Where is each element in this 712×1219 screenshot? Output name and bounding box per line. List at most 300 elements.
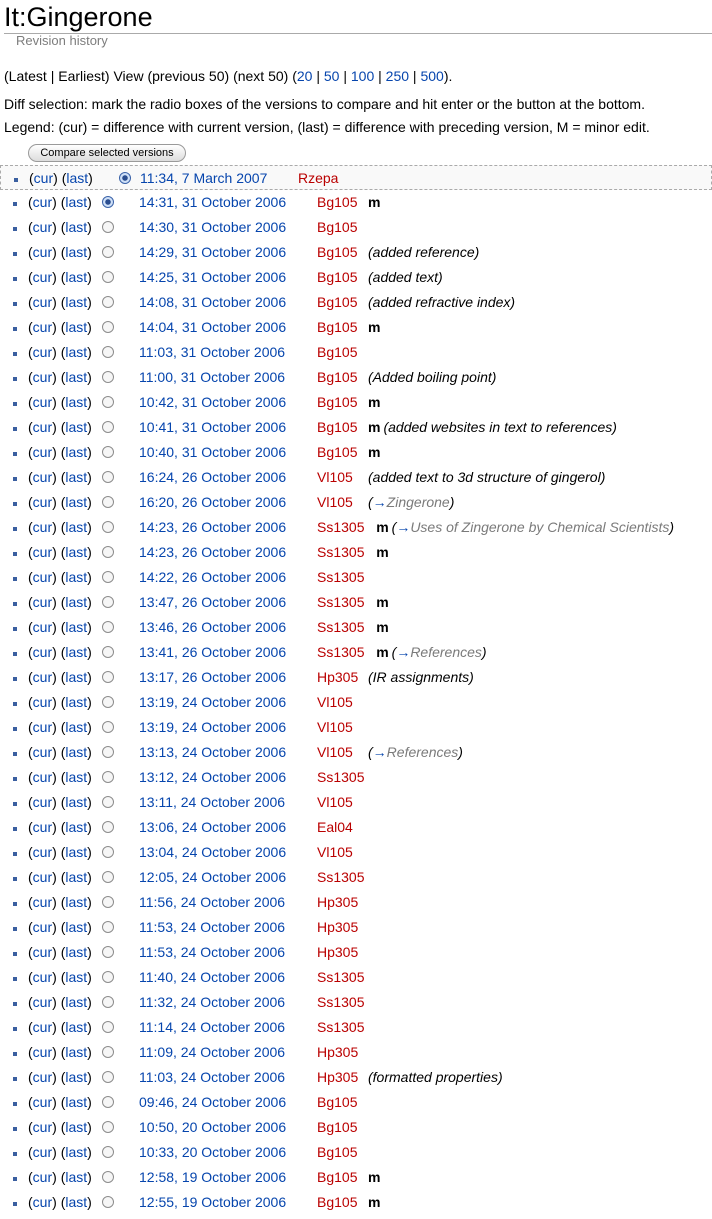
cur-link[interactable]: cur (32, 1094, 53, 1110)
revision-extra (376, 644, 486, 661)
minor-edit-marker: m (376, 519, 389, 535)
cur-link[interactable]: cur (32, 294, 53, 310)
section-arrow-icon[interactable]: → (396, 644, 411, 660)
last-link[interactable]: last (65, 1094, 88, 1110)
paren-close: ) (87, 694, 92, 710)
user-link[interactable]: Bg105 (317, 244, 358, 260)
cur-link[interactable]: cur (32, 419, 53, 435)
revision-date-link[interactable]: 14:08, 31 October 2006 (139, 294, 287, 310)
user-link[interactable]: Vl105 (317, 744, 353, 760)
version-radio[interactable] (102, 771, 114, 783)
revision-extra (368, 744, 463, 761)
version-radio[interactable] (102, 796, 114, 808)
section-arrow-icon[interactable]: → (372, 494, 387, 510)
user-link[interactable]: Bg105 (317, 269, 358, 285)
revision-date-link[interactable]: 10:40, 31 October 2006 (139, 444, 287, 460)
cur-link[interactable]: cur (32, 194, 53, 210)
user-link[interactable]: Vl105 (317, 719, 353, 735)
version-radio[interactable] (102, 296, 114, 308)
user-link[interactable]: Ss1305 (317, 1019, 365, 1035)
revision-extra (368, 194, 383, 211)
paren-close: ) (52, 944, 57, 960)
revision-date-link[interactable]: 11:34, 7 March 2007 (140, 170, 268, 186)
section-link[interactable]: Zingerone (386, 494, 450, 510)
last-link[interactable]: last (65, 269, 88, 285)
revision-date-link[interactable]: 09:46, 24 October 2006 (139, 1094, 287, 1110)
revision-date-link[interactable]: 11:14, 24 October 2006 (139, 1019, 286, 1035)
bullet-icon (13, 927, 17, 931)
user-link[interactable]: Bg105 (317, 344, 358, 360)
revision-date-link[interactable]: 14:25, 31 October 2006 (139, 269, 287, 285)
paren-open: ( (60, 719, 66, 735)
paren-open: ( (61, 170, 67, 186)
revision-extra (376, 594, 391, 611)
version-radio[interactable] (102, 1196, 114, 1208)
version-radio[interactable] (102, 871, 114, 883)
bullet-icon (13, 377, 17, 381)
cur-link[interactable]: cur (32, 669, 53, 685)
version-radio[interactable] (102, 1021, 114, 1033)
cur-link[interactable]: cur (32, 544, 53, 560)
section-link[interactable]: References (410, 644, 482, 660)
user-link[interactable]: Bg105 (317, 319, 358, 335)
revision-date-link[interactable]: 11:03, 24 October 2006 (139, 1069, 286, 1085)
paren-open: ( (28, 1194, 33, 1210)
limit-20-link[interactable]: 20 (296, 68, 313, 84)
paren-close: ) (87, 1144, 92, 1160)
version-radio[interactable] (102, 946, 114, 958)
revision-row (0, 1040, 712, 1065)
version-radio[interactable] (102, 1146, 114, 1158)
last-link[interactable]: last (65, 1144, 88, 1160)
user-link[interactable]: Vl105 (317, 494, 353, 510)
paren-open: ( (60, 869, 66, 885)
limit-500-link[interactable]: 500 (420, 68, 444, 84)
paren-open: ( (60, 1119, 66, 1135)
revision-date-link[interactable]: 14:29, 31 October 2006 (139, 244, 287, 260)
version-radio[interactable] (102, 671, 114, 683)
version-radio[interactable] (102, 896, 114, 908)
cur-link[interactable]: cur (32, 594, 53, 610)
revision-date-link[interactable]: 10:33, 20 October 2006 (139, 1144, 287, 1160)
last-link[interactable]: last (65, 419, 88, 435)
user-link[interactable]: Bg105 (317, 394, 358, 410)
cur-last-links (28, 394, 92, 411)
section-link[interactable]: References (386, 744, 459, 760)
last-link[interactable]: last (65, 444, 88, 460)
last-link[interactable]: last (65, 619, 88, 635)
last-link[interactable]: last (65, 819, 88, 835)
user-link[interactable]: Ss1305 (317, 969, 365, 985)
cur-last-links (28, 269, 92, 286)
cur-link[interactable]: cur (33, 170, 54, 186)
user-link[interactable]: Ss1305 (317, 569, 365, 585)
revision-date-link[interactable]: 11:40, 24 October 2006 (139, 969, 286, 985)
revision-date-link[interactable]: 12:05, 24 October 2006 (139, 869, 287, 885)
version-radio[interactable] (102, 1096, 114, 1108)
cur-link[interactable]: cur (32, 394, 53, 410)
user-link[interactable]: Ss1305 (317, 644, 365, 660)
user-link[interactable]: Vl105 (317, 469, 353, 485)
revision-date-link[interactable]: 13:11, 24 October 2006 (139, 794, 286, 810)
cur-last-links (28, 194, 92, 211)
last-link[interactable]: last (65, 869, 88, 885)
cur-link[interactable]: cur (32, 969, 53, 985)
cur-link[interactable]: cur (32, 894, 53, 910)
last-link[interactable]: last (65, 894, 88, 910)
compare-selected-versions-button[interactable]: Compare selected versions (28, 144, 186, 162)
revision-date-link[interactable]: 14:30, 31 October 2006 (139, 219, 287, 235)
last-link[interactable]: last (65, 694, 88, 710)
version-radio[interactable] (102, 221, 114, 233)
last-link[interactable]: last (65, 194, 88, 210)
last-link[interactable]: last (65, 369, 88, 385)
last-link[interactable]: last (65, 769, 88, 785)
cur-link[interactable]: cur (32, 744, 53, 760)
cur-link[interactable]: cur (32, 844, 53, 860)
paren-open: ( (28, 794, 33, 810)
revision-extra (368, 244, 479, 261)
revision-extra (368, 469, 605, 486)
cur-link[interactable]: cur (32, 1019, 53, 1035)
section-arrow-icon[interactable]: → (396, 519, 411, 535)
revision-row (0, 690, 712, 715)
version-radio[interactable] (102, 496, 114, 508)
cur-link[interactable]: cur (32, 619, 53, 635)
section-summary: (→Uses of Zingerone by Chemical Scientists) (391, 519, 675, 535)
paren-open: ( (60, 1019, 66, 1035)
revision-row (0, 915, 712, 940)
user-link[interactable]: Vl105 (317, 694, 353, 710)
user-link[interactable]: Rzepa (298, 170, 339, 186)
user-link[interactable]: Bg105 (317, 194, 358, 210)
paren-open: ( (60, 944, 66, 960)
last-link[interactable]: last (65, 319, 88, 335)
version-radio[interactable] (102, 471, 114, 483)
last-link[interactable]: last (66, 170, 89, 186)
cur-link[interactable]: cur (32, 494, 53, 510)
cur-link[interactable]: cur (32, 1069, 53, 1085)
cur-link[interactable]: cur (32, 869, 53, 885)
last-link[interactable]: last (65, 719, 88, 735)
revision-date-link[interactable]: 13:12, 24 October 2006 (139, 769, 287, 785)
minor-edit-marker: m (368, 419, 381, 435)
version-radio[interactable] (102, 1121, 114, 1133)
last-link[interactable]: last (65, 669, 88, 685)
limit-250-link[interactable]: 250 (385, 68, 410, 84)
cur-last-links (28, 919, 92, 936)
cur-last-links (28, 569, 92, 586)
user-link[interactable]: Vl105 (317, 844, 353, 860)
cur-link[interactable]: cur (32, 569, 53, 585)
user-link[interactable]: Bg105 (317, 369, 358, 385)
version-radio[interactable] (102, 1171, 114, 1183)
cur-link[interactable]: cur (32, 1144, 53, 1160)
revision-date-link[interactable]: 14:22, 26 October 2006 (139, 569, 287, 585)
user-link[interactable]: Ss1305 (317, 869, 365, 885)
version-radio[interactable] (102, 321, 114, 333)
version-radio[interactable] (102, 521, 114, 533)
limit-100-link[interactable]: 100 (350, 68, 375, 84)
cur-last-links (28, 644, 92, 661)
bullet-icon (13, 427, 17, 431)
cur-link[interactable]: cur (32, 819, 53, 835)
cur-link[interactable]: cur (32, 444, 53, 460)
user-link[interactable]: Hp305 (317, 1069, 359, 1085)
paren-close: ) (87, 1194, 92, 1210)
user-link[interactable]: Bg105 (317, 1094, 358, 1110)
cur-link[interactable]: cur (32, 219, 53, 235)
version-radio[interactable] (102, 846, 114, 858)
version-radio[interactable] (102, 746, 114, 758)
revision-date-link[interactable]: 13:06, 24 October 2006 (139, 819, 287, 835)
user-link[interactable]: Hp305 (317, 919, 359, 935)
revision-extra (376, 519, 674, 536)
revision-date-link[interactable]: 16:20, 26 October 2006 (139, 494, 287, 510)
revision-date-link[interactable]: 16:24, 26 October 2006 (139, 469, 287, 485)
cur-link[interactable]: cur (32, 944, 53, 960)
cur-link[interactable]: cur (32, 319, 53, 335)
revision-date-link[interactable]: 10:50, 20 October 2006 (139, 1119, 287, 1135)
revision-date-link[interactable]: 13:47, 26 October 2006 (139, 594, 287, 610)
cur-link[interactable]: cur (32, 369, 53, 385)
cur-link[interactable]: cur (32, 919, 53, 935)
paren-open: ( (28, 494, 33, 510)
last-link[interactable]: last (65, 919, 88, 935)
revision-date-link[interactable]: 12:58, 19 October 2006 (139, 1169, 287, 1185)
version-radio[interactable] (102, 971, 114, 983)
revision-row (0, 740, 712, 765)
revision-row (0, 390, 712, 415)
user-link[interactable]: Vl105 (317, 794, 353, 810)
revision-date-link[interactable]: 14:04, 31 October 2006 (139, 319, 287, 335)
version-radio[interactable] (102, 646, 114, 658)
cur-link[interactable]: cur (32, 719, 53, 735)
last-link[interactable]: last (65, 994, 88, 1010)
paren-open: ( (28, 394, 33, 410)
last-link[interactable]: last (65, 494, 88, 510)
user-link[interactable]: Bg105 (317, 419, 358, 435)
user-link[interactable]: Ss1305 (317, 619, 365, 635)
revision-date-link[interactable]: 13:17, 26 October 2006 (139, 669, 287, 685)
revision-date-link[interactable]: 13:19, 24 October 2006 (139, 694, 287, 710)
paren-open: ( (60, 444, 66, 460)
paren-open: ( (60, 794, 66, 810)
paren-open: ( (28, 919, 33, 935)
nav-separator: | (46, 68, 59, 84)
cur-last-links (28, 744, 92, 761)
revision-row (0, 540, 712, 565)
version-radio[interactable] (102, 421, 114, 433)
revision-date-link[interactable]: 14:23, 26 October 2006 (139, 519, 287, 535)
revision-row (0, 815, 712, 840)
last-link[interactable]: last (65, 844, 88, 860)
last-link[interactable]: last (65, 794, 88, 810)
version-radio[interactable] (102, 271, 114, 283)
last-link[interactable]: last (65, 1119, 88, 1135)
paren-open: ( (60, 1194, 66, 1210)
last-link[interactable]: last (65, 219, 88, 235)
version-radio[interactable] (102, 446, 114, 458)
paren-open: ( (60, 394, 66, 410)
paren-close: ) (52, 744, 57, 760)
cur-link[interactable]: cur (32, 994, 53, 1010)
last-link[interactable]: last (65, 569, 88, 585)
revision-date-link[interactable]: 13:19, 24 October 2006 (139, 719, 287, 735)
bullet-icon (13, 827, 17, 831)
cur-link[interactable]: cur (32, 794, 53, 810)
paren-open: ( (60, 1044, 66, 1060)
user-link[interactable]: Hp305 (317, 944, 359, 960)
revision-extra (368, 1169, 383, 1186)
user-link[interactable]: Eal04 (317, 819, 353, 835)
revision-date-link[interactable]: 13:04, 24 October 2006 (139, 844, 287, 860)
revision-date-link[interactable]: 12:55, 19 October 2006 (139, 1194, 287, 1210)
revision-date-link[interactable]: 10:42, 31 October 2006 (139, 394, 287, 410)
version-radio[interactable] (102, 596, 114, 608)
cur-link[interactable]: cur (32, 1169, 53, 1185)
revision-date-link[interactable]: 11:09, 24 October 2006 (139, 1044, 286, 1060)
paren-close: ) (87, 269, 92, 285)
last-link[interactable]: last (65, 544, 88, 560)
revision-extra (368, 369, 496, 386)
paren-open: ( (29, 170, 34, 186)
paren-close: ) (87, 994, 92, 1010)
version-radio[interactable] (102, 546, 114, 558)
version-radio[interactable] (102, 246, 114, 258)
version-radio[interactable] (102, 571, 114, 583)
revision-date-link[interactable]: 13:46, 26 October 2006 (139, 619, 287, 635)
cur-link[interactable]: cur (32, 1119, 53, 1135)
cur-link[interactable]: cur (32, 519, 53, 535)
user-link[interactable]: Ss1305 (317, 519, 365, 535)
last-link[interactable]: last (65, 1019, 88, 1035)
user-link[interactable]: Ss1305 (317, 994, 365, 1010)
user-link[interactable]: Bg105 (317, 219, 358, 235)
user-link[interactable]: Ss1305 (317, 544, 365, 560)
version-radio[interactable] (102, 1071, 114, 1083)
revision-date-link[interactable]: 14:31, 31 October 2006 (139, 194, 287, 210)
last-link[interactable]: last (65, 244, 88, 260)
revision-date-link[interactable]: 10:41, 31 October 2006 (139, 419, 287, 435)
version-radio[interactable] (102, 996, 114, 1008)
section-link[interactable]: Uses of Zingerone by Chemical Scientists (410, 519, 670, 535)
revision-extra (368, 419, 617, 436)
version-radio[interactable] (119, 172, 131, 184)
revision-date-link[interactable]: 13:13, 24 October 2006 (139, 744, 287, 760)
revision-date-link[interactable]: 11:53, 24 October 2006 (139, 944, 286, 960)
last-link[interactable]: last (65, 469, 88, 485)
version-radio[interactable] (102, 371, 114, 383)
last-link[interactable]: last (65, 344, 88, 360)
cur-link[interactable]: cur (32, 269, 53, 285)
cur-link[interactable]: cur (32, 694, 53, 710)
cur-link[interactable]: cur (32, 1194, 53, 1210)
version-radio[interactable] (102, 396, 114, 408)
version-radio[interactable] (102, 821, 114, 833)
user-link[interactable]: Bg105 (317, 1169, 358, 1185)
paren-close: ) (52, 394, 57, 410)
last-link[interactable]: last (65, 744, 88, 760)
version-radio[interactable] (102, 696, 114, 708)
last-link[interactable]: last (65, 1044, 88, 1060)
paren-open: ( (28, 469, 33, 485)
version-radio[interactable] (102, 1046, 114, 1058)
paren-open: ( (28, 319, 33, 335)
revision-date-link[interactable]: 11:32, 24 October 2006 (139, 994, 286, 1010)
last-link[interactable]: last (65, 594, 88, 610)
paren-open: ( (60, 994, 66, 1010)
user-link[interactable]: Ss1305 (317, 594, 365, 610)
version-radio[interactable] (102, 346, 114, 358)
cur-link[interactable]: cur (32, 244, 53, 260)
user-link[interactable]: Bg105 (317, 1194, 358, 1210)
version-radio[interactable] (102, 621, 114, 633)
section-arrow-icon[interactable]: → (372, 744, 387, 760)
revision-row (0, 415, 712, 440)
last-link[interactable]: last (65, 1069, 88, 1085)
version-radio[interactable] (102, 721, 114, 733)
paren-open: ( (60, 319, 66, 335)
bullet-icon (13, 577, 17, 581)
version-radio[interactable] (102, 196, 114, 208)
cur-link[interactable]: cur (32, 644, 53, 660)
revision-date-link[interactable]: 11:53, 24 October 2006 (139, 919, 286, 935)
title-divider (4, 33, 712, 34)
cur-link[interactable]: cur (32, 1044, 53, 1060)
revision-date-link[interactable]: 13:41, 26 October 2006 (139, 644, 287, 660)
user-link[interactable]: Hp305 (317, 894, 359, 910)
revision-row (0, 940, 712, 965)
paren-open: ( (60, 569, 66, 585)
bullet-icon (13, 1077, 17, 1081)
user-link[interactable]: Bg105 (317, 444, 358, 460)
cur-link[interactable]: cur (32, 344, 53, 360)
version-radio[interactable] (102, 921, 114, 933)
limit-50-link[interactable]: 50 (323, 68, 340, 84)
revision-row (0, 1190, 712, 1215)
user-link[interactable]: Bg105 (317, 1119, 358, 1135)
paren-close: ) (87, 594, 92, 610)
user-link[interactable]: Hp305 (317, 1044, 359, 1060)
next-50-label: next 50 (237, 68, 284, 84)
last-link[interactable]: last (65, 944, 88, 960)
user-link[interactable]: Bg105 (317, 1144, 358, 1160)
revision-date-link[interactable]: 11:00, 31 October 2006 (139, 369, 286, 385)
last-link[interactable]: last (65, 1169, 88, 1185)
paren-open: ( (28, 369, 33, 385)
last-link[interactable]: last (65, 394, 88, 410)
last-link[interactable]: last (65, 294, 88, 310)
revision-row (0, 215, 712, 240)
cur-link[interactable]: cur (32, 769, 53, 785)
user-link[interactable]: Bg105 (317, 294, 358, 310)
user-link[interactable]: Ss1305 (317, 769, 365, 785)
last-link[interactable]: last (65, 969, 88, 985)
cur-link[interactable]: cur (32, 469, 53, 485)
bullet-icon (13, 677, 17, 681)
last-link[interactable]: last (65, 1194, 88, 1210)
revision-date-link[interactable]: 11:56, 24 October 2006 (139, 894, 286, 910)
revision-date-link[interactable]: 14:23, 26 October 2006 (139, 544, 287, 560)
user-link[interactable]: Hp305 (317, 669, 359, 685)
nav-text: ) ( (224, 68, 238, 84)
nav-text: ( (4, 68, 9, 84)
last-link[interactable]: last (65, 644, 88, 660)
revision-date-link[interactable]: 11:03, 31 October 2006 (139, 344, 286, 360)
last-link[interactable]: last (65, 519, 88, 535)
paren-close: ) (52, 1044, 57, 1060)
